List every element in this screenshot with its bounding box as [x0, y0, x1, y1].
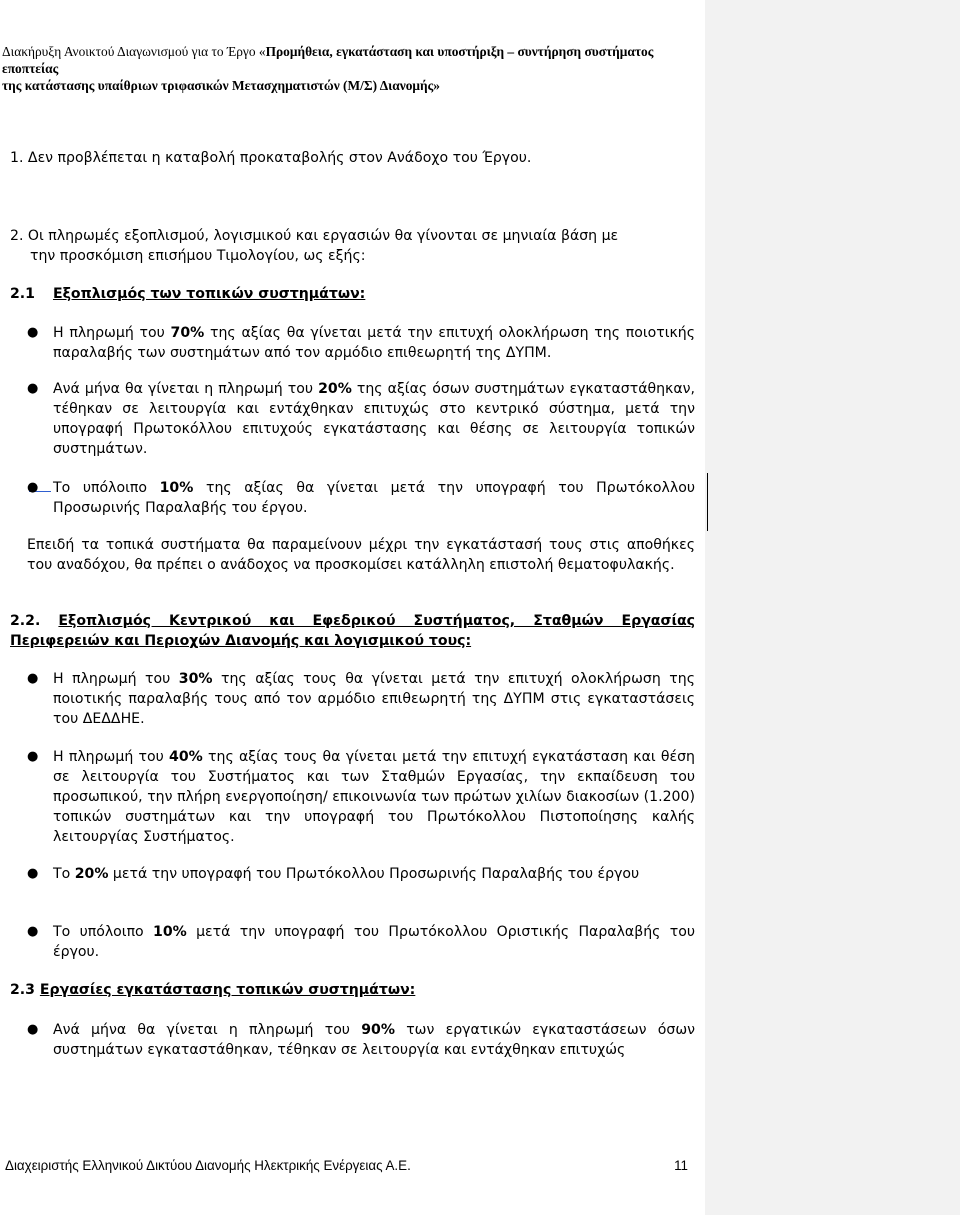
header-line-1: Διακήρυξη Ανοικτού Διαγωνισμού για το Έργο «Προμήθεια, εγκατάσταση και υποστήριξη – συντήρηση συστήματος εποπτείας — [2, 44, 654, 76]
item-2: 2. Οι πληρωμές εξοπλισμού, λογισμικού και εργασιών θα γίνονται σε μηνιαία βάση με την προσκόμιση επισήμου Τιμολογίου, ως εξής: — [10, 228, 619, 264]
change-bar — [707, 473, 708, 531]
page-header — [2, 43, 697, 94]
page-number: 11 — [674, 1158, 688, 1173]
footer-company: Διαχειριστής Ελληνικού Δικτύου Διανομής Ηλεκτρικής Ενέργειας Α.Ε. — [5, 1158, 411, 1173]
section-2-1-heading: 2.1 Εξοπλισμός των τοπικών συστημάτων: — [10, 286, 366, 302]
comment-pane — [705, 0, 960, 1215]
page-footer — [5, 1157, 695, 1175]
item-1: 1. Δεν προβλέπεται η καταβολή προκαταβολής στον Ανάδοχο του Έργου. — [10, 150, 532, 166]
paragraph-custody: Επειδή τα τοπικά συστήματα θα παραμείνουν μέχρι την εγκατάστασή τους στις αποθήκες του αναδόχου, θα πρέπει ο ανάδοχος να προσκομίσει κατάλληλη επιστολή θεματοφυλακής. — [27, 537, 695, 573]
section-2-3-heading: 2.3 Εργασίες εγκατάστασης τοπικών συστημάτων: — [10, 982, 416, 998]
document-page: Διακήρυξη Ανοικτού Διαγωνισμού για το Έργο «Προμήθεια, εγκατάσταση και υποστήριξη – συντήρηση συστήματος εποπτείας της κατάστασης υπαίθριων τριφασικών Μετασχηματιστών (Μ/Σ) Διανομής» 1. Δεν προβλέπεται η καταβολή προκαταβολής στον Ανάδοχο του Έργου. 2. Οι πληρωμές εξοπλισμού, λογισμικού και εργασιών θα γίνονται σε μηνιαία βάση με την προσκόμιση επισήμου Τιμολογίου, ως εξής: 2.1 Εξοπλισμός των τοπικών συστημάτων: ● Η πληρωμή του 70% της αξίας θα γίνεται μετά την επιτυχή ολοκλήρωση της ποιοτικής παραλαβής των συστημάτων από τον αρμόδιο επιθεωρητή της ΔΥΠΜ. ● Ανά μήνα θα γίνεται η πληρωμή του 20% της αξίας όσων συστημάτων εγκαταστάθηκαν, τέθηκαν σε λειτουργία και εντάχθηκαν επιτυχώς στο κεντρικό σύστημα, μετά την υπογραφή Πρωτοκόλλου επιτυχούς εγκατάστασης και θέσης σε λειτουργία τοπικών συστημάτων. ● Το υπόλοιπο 10% της αξίας θα γίνεται μετά την υπογραφή του Πρωτόκολλου Προσωρινής Παραλαβής του έργου. Επειδή τα τοπικά συστήματα θα παραμείνουν μέχρι την εγκατάστασή τους στις αποθήκες του αναδόχου, θα πρέπει ο ανάδοχος να προσκομίσει κατάλληλη επιστολή θεματοφυλακής. 2.2. Εξοπλισμός Κεντρικού και Εφεδρικού Συστήματος, Σταθμών Εργασίας Περιφερειών και Περιοχών Διανομής και λογισμικού τους: ● Η πληρωμή του 30% της αξίας τους θα γίνεται μετά την επιτυχή ολοκλήρωση της ποιοτικής παραλαβής τους από τον αρμόδιο επιθεωρητή της ΔΥΠΜ στις εγκαταστάσεις του ΔΕΔΔΗΕ. ● Η πληρωμή του 40% της αξίας τους θα γίνεται μετά την επιτυχή εγκατάσταση και θέση σε λειτουργία του Συστήματος και των Σταθμών Εργασίας, την εκπαίδευση του προσωπικού, την πλήρη ενεργοποίηση/ επικοινωνία των πρώτων χιλίων διακοσίων (1.200) τοπικών συστημάτων και την υπογραφή του Πρωτόκολλου Πιστοποίησης καλής λειτουργίας Συστήματος. ● Το 20% μετά την υπογραφή του Πρωτόκολλου Προσωρινής Παραλαβής του έργου ● Το υπόλοιπο 10% μετά την υπογραφή του Πρωτόκολλου Οριστικής Παραλαβής του έργου. 2.3 Εργασίες εγκατάστασης τοπικών συστημάτων: ● Ανά μήνα θα γίνεται η πληρωμή του 90% των εργατικών εγκαταστάσεων όσων συστημάτων εγκαταστάθηκαν, τέθηκαν σε λειτουργία και εντάχθηκαν επιτυχώς Διαχειριστής Ελληνικού Δικτύου Διανομής Ηλεκτρικής Ενέργειας Α.Ε. 11 — [2, 44, 696, 1173]
header-line-2: της κατάστασης υπαίθριων τριφασικών Μετασχηματιστών (Μ/Σ) Διανομής» — [2, 78, 440, 93]
section-2-2-heading: 2.2. Εξοπλισμός Κεντρικού και Εφεδρικού Συστήματος, Σταθμών Εργασίας Περιφερειών και Περιοχών Διανομής και λογισμικού τους: — [10, 613, 695, 649]
